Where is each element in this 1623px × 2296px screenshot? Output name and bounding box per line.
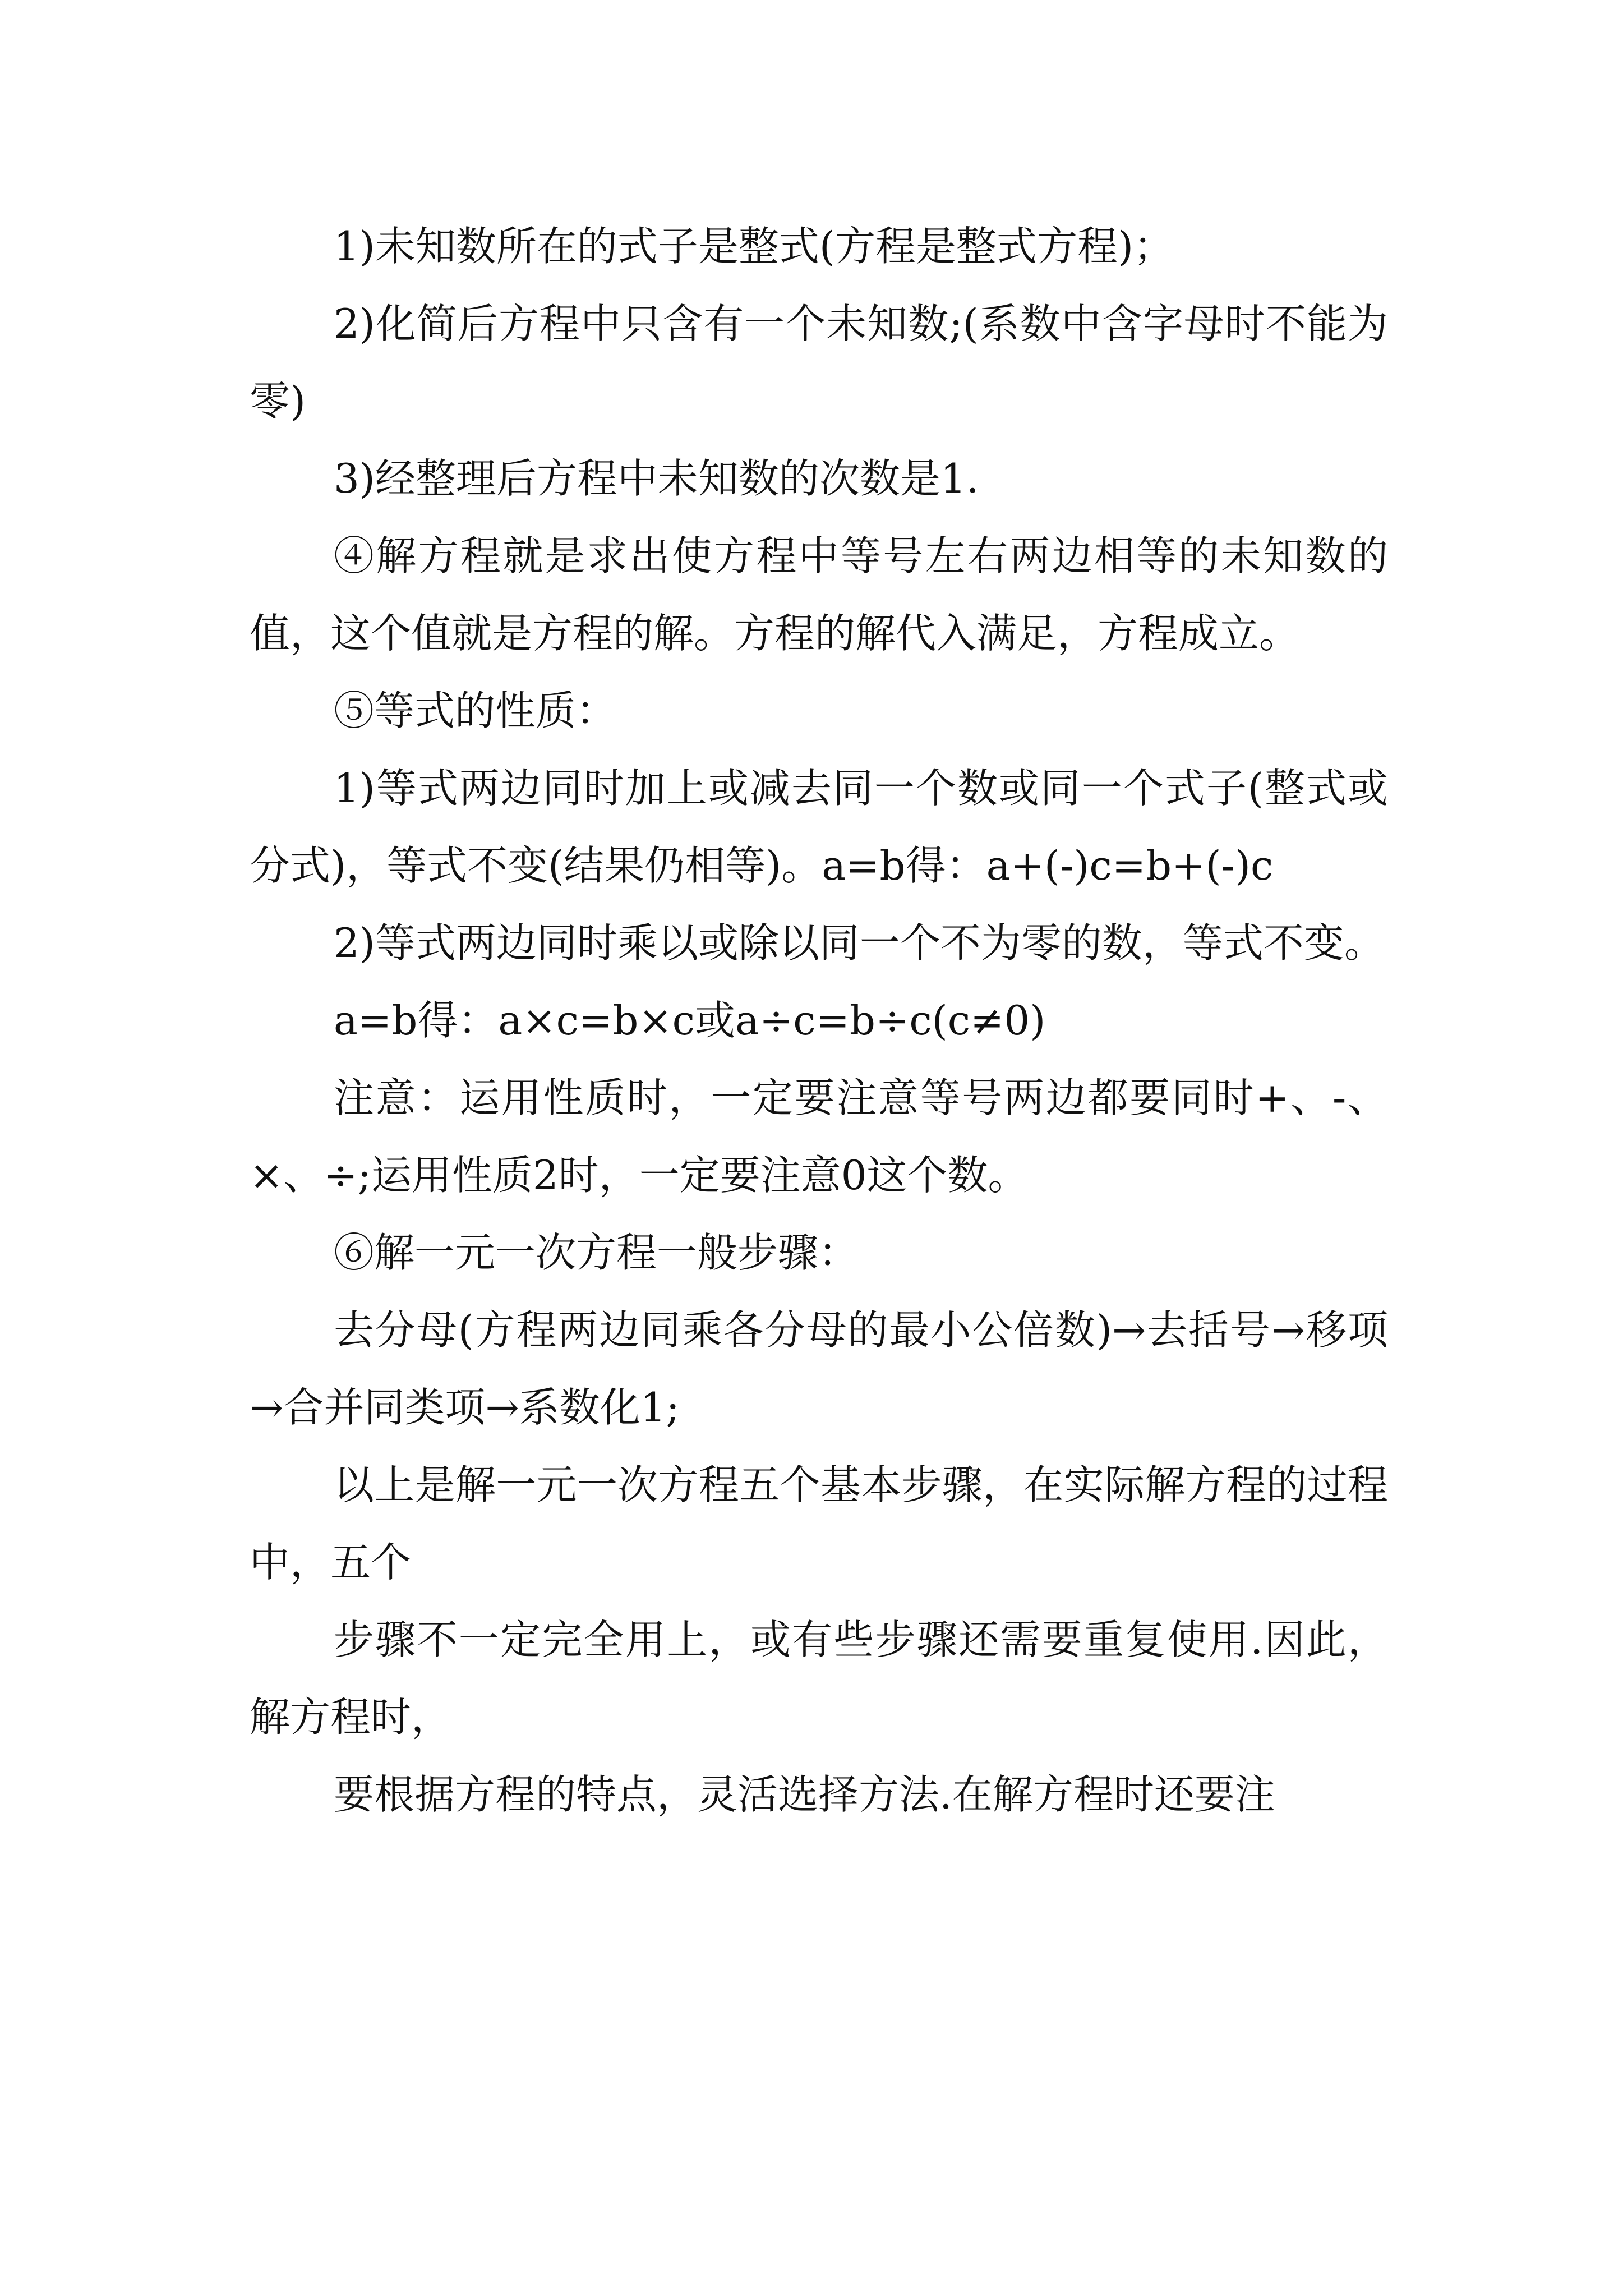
paragraph-8: a=b得：a×c=b×c或a÷c=b÷c(c≠0) <box>334 997 1046 1044</box>
paragraph-9: 注意：运用性质时，一定要注意等号两边都要同时+、-、×、÷;运用性质2时，一定要注意0这个数。 <box>250 1074 1388 1199</box>
paragraph-10: ⑥解一元一次方程一般步骤： <box>334 1229 859 1276</box>
paragraph-4: ④解方程就是求出使方程中等号左右两边相等的未知数的值，这个值就是方程的解。方程的解代入满足，方程成立。 <box>250 532 1388 657</box>
paragraph-13: 步骤不一定完全用上，或有些步骤还需要重复使用.因此，解方程时， <box>250 1616 1388 1741</box>
paragraph-12: 以上是解一元一次方程五个基本步骤，在实际解方程的过程中，五个 <box>250 1461 1388 1586</box>
paragraph-6: 1)等式两边同时加上或减去同一个数或同一个式子(整式或分式)，等式不变(结果仍相等)。a=b得：a+(-)c=b+(-)c <box>250 765 1388 889</box>
paragraph-14: 要根据方程的特点，灵活选择方法.在解方程时还要注 <box>334 1771 1275 1818</box>
paragraph-7: 2)等式两边同时乘以或除以同一个不为零的数，等式不变。 <box>334 919 1385 967</box>
paragraph-5: ⑤等式的性质： <box>334 687 617 734</box>
paragraph-1: 1)未知数所在的式子是整式(方程是整式方程)； <box>334 223 1174 270</box>
paragraph-3: 3)经整理后方程中未知数的次数是1. <box>334 455 979 502</box>
paragraph-11: 去分母(方程两边同乘各分母的最小公倍数)→去括号→移项→合并同类项→系数化1; <box>250 1306 1388 1431</box>
paragraph-2: 2)化简后方程中只含有一个未知数;(系数中含字母时不能为零) <box>250 300 1388 425</box>
document-body <box>250 208 1388 1833</box>
